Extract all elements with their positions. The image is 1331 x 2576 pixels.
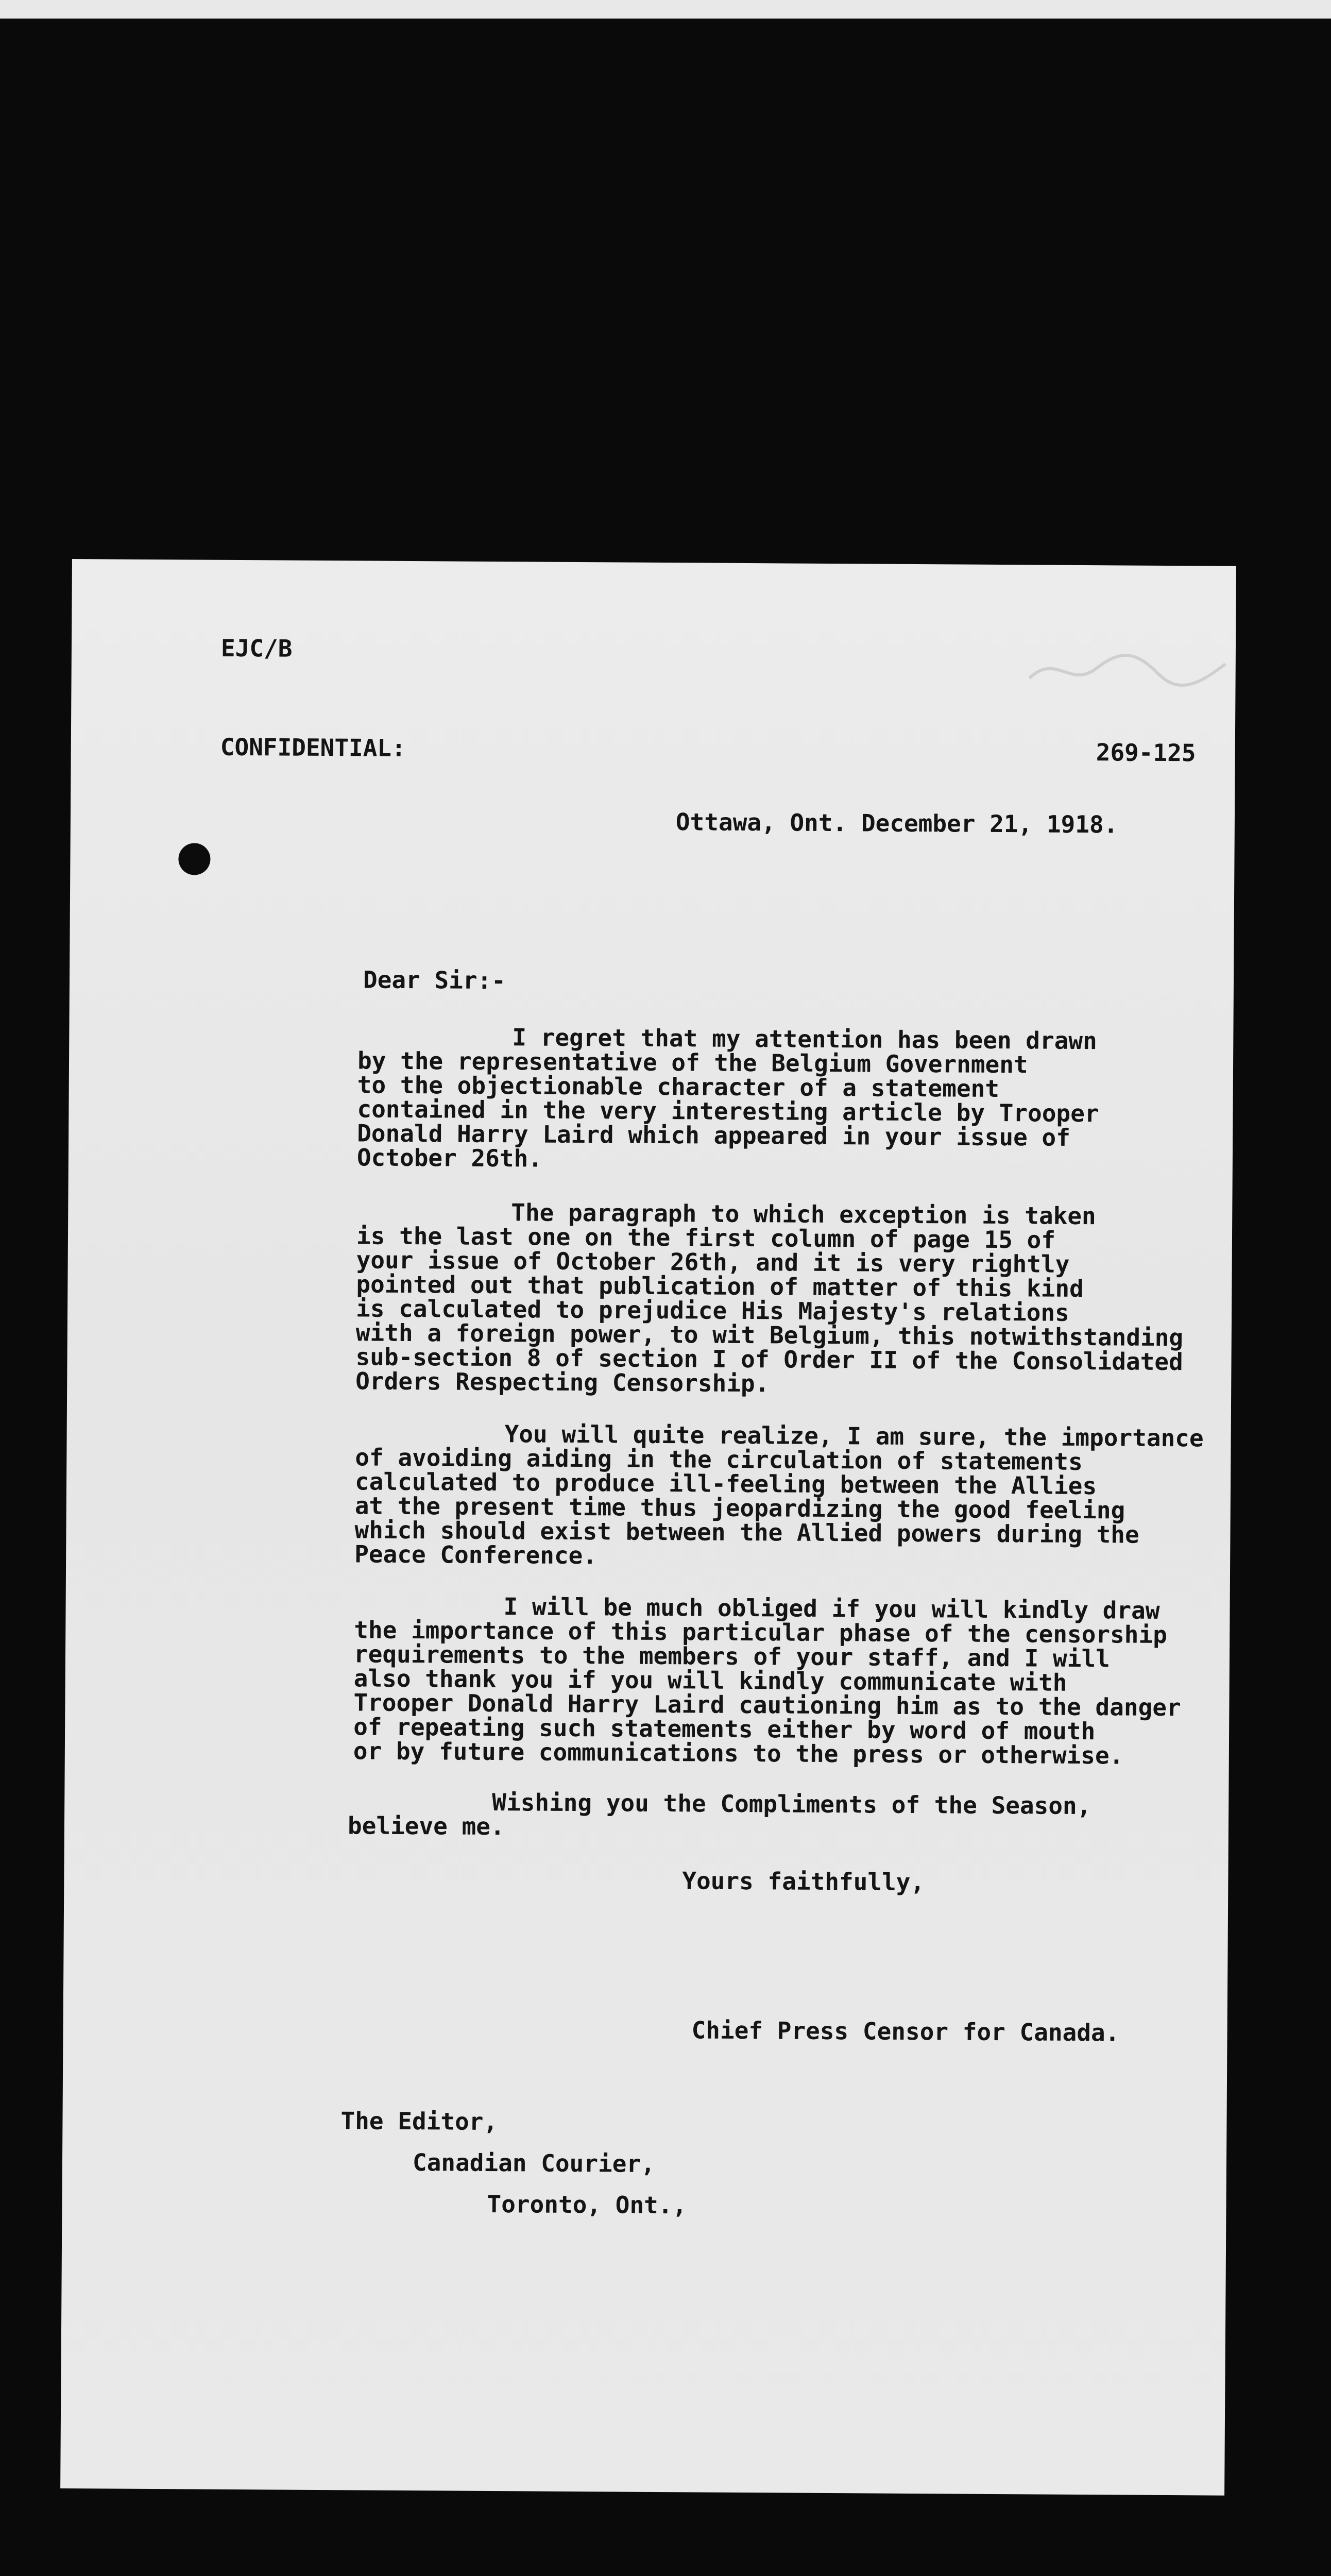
addressee-line: Toronto, Ont., xyxy=(487,2190,687,2219)
classification-label: CONFIDENTIAL: xyxy=(220,733,406,762)
paragraph-5-line: Wishing you the Compliments of the Season, xyxy=(492,1788,1091,1820)
letter-page xyxy=(60,559,1236,2496)
paragraph-1-line: I regret that my attention has been drawn xyxy=(512,1023,1097,1055)
signature-title: Chief Press Censor for Canada. xyxy=(691,2016,1120,2047)
paragraph-3-line: at the present time thus jeopardizing the good feeling xyxy=(354,1492,1125,1524)
film-strip-edge xyxy=(0,0,1331,19)
paragraph-3-line: You will quite realize, I am sure, the importance xyxy=(504,1420,1204,1452)
paragraph-1-line: by the representative of the Belgium Government xyxy=(357,1046,1028,1079)
paragraph-3-line: which should exist between the Allied powers during the xyxy=(354,1516,1139,1549)
paragraph-2-line: Orders Respecting Censorship. xyxy=(355,1367,770,1398)
paragraph-4-line: the importance of this particular phase of the censorship xyxy=(354,1616,1168,1649)
paragraph-1-line: Donald Harry Laird which appeared in your issue of xyxy=(357,1119,1071,1151)
pencil-annotation xyxy=(1024,642,1231,700)
paragraph-3-line: calculated to produce ill-feeling between the Allies xyxy=(354,1467,1097,1500)
paragraph-1-line: October 26th. xyxy=(356,1143,543,1173)
salutation: Dear Sir:- xyxy=(363,965,506,995)
addressee-line: The Editor, xyxy=(340,2107,498,2136)
addressee-line: Canadian Courier, xyxy=(412,2148,655,2178)
paragraph-1-line: contained in the very interesting article by Trooper xyxy=(357,1095,1099,1128)
file-number: 269-125 xyxy=(1096,738,1196,767)
paragraph-3-line: Peace Conference. xyxy=(354,1540,598,1570)
paragraph-2-line: is calculated to prejudice His Majesty's relations xyxy=(355,1294,1069,1327)
paragraph-4-line: requirements to the members of your staff, and I will xyxy=(353,1640,1110,1673)
paragraph-4-line: or by future communications to the press or otherwise. xyxy=(353,1737,1124,1770)
closing: Yours faithfully, xyxy=(682,1867,925,1896)
paragraph-2-line: sub-section 8 of section I of Order II of the Consolidated xyxy=(355,1343,1183,1376)
paragraph-2-line: is the last one on the first column of page 15 of xyxy=(356,1222,1056,1254)
paragraph-4-line: of repeating such statements either by word of mouth xyxy=(353,1713,1096,1745)
punch-hole xyxy=(178,843,210,875)
paragraph-2-line: your issue of October 26th, and it is very rightly xyxy=(356,1246,1070,1278)
place-date: Ottawa, Ont. December 21, 1918. xyxy=(675,808,1118,839)
paragraph-4-line: I will be much obliged if you will kindly draw xyxy=(503,1592,1160,1624)
reference-initials: EJC/B xyxy=(220,634,293,663)
paragraph-3-line: of avoiding aiding in the circulation of statements xyxy=(355,1443,1083,1476)
paragraph-4-line: also thank you if you will kindly communicate with xyxy=(353,1664,1067,1697)
paragraph-2-line: pointed out that publication of matter of this kind xyxy=(356,1270,1084,1303)
paragraph-4-line: Trooper Donald Harry Laird cautioning him as to the danger xyxy=(353,1688,1181,1722)
paragraph-2-line: with a foreign power, to wit Belgium, this notwithstanding xyxy=(355,1318,1184,1352)
paragraph-5-line: believe me. xyxy=(347,1811,505,1841)
paragraph-1-line: to the objectionable character of a statement xyxy=(357,1071,1000,1103)
paragraph-2-line: The paragraph to which exception is taken xyxy=(511,1198,1096,1230)
